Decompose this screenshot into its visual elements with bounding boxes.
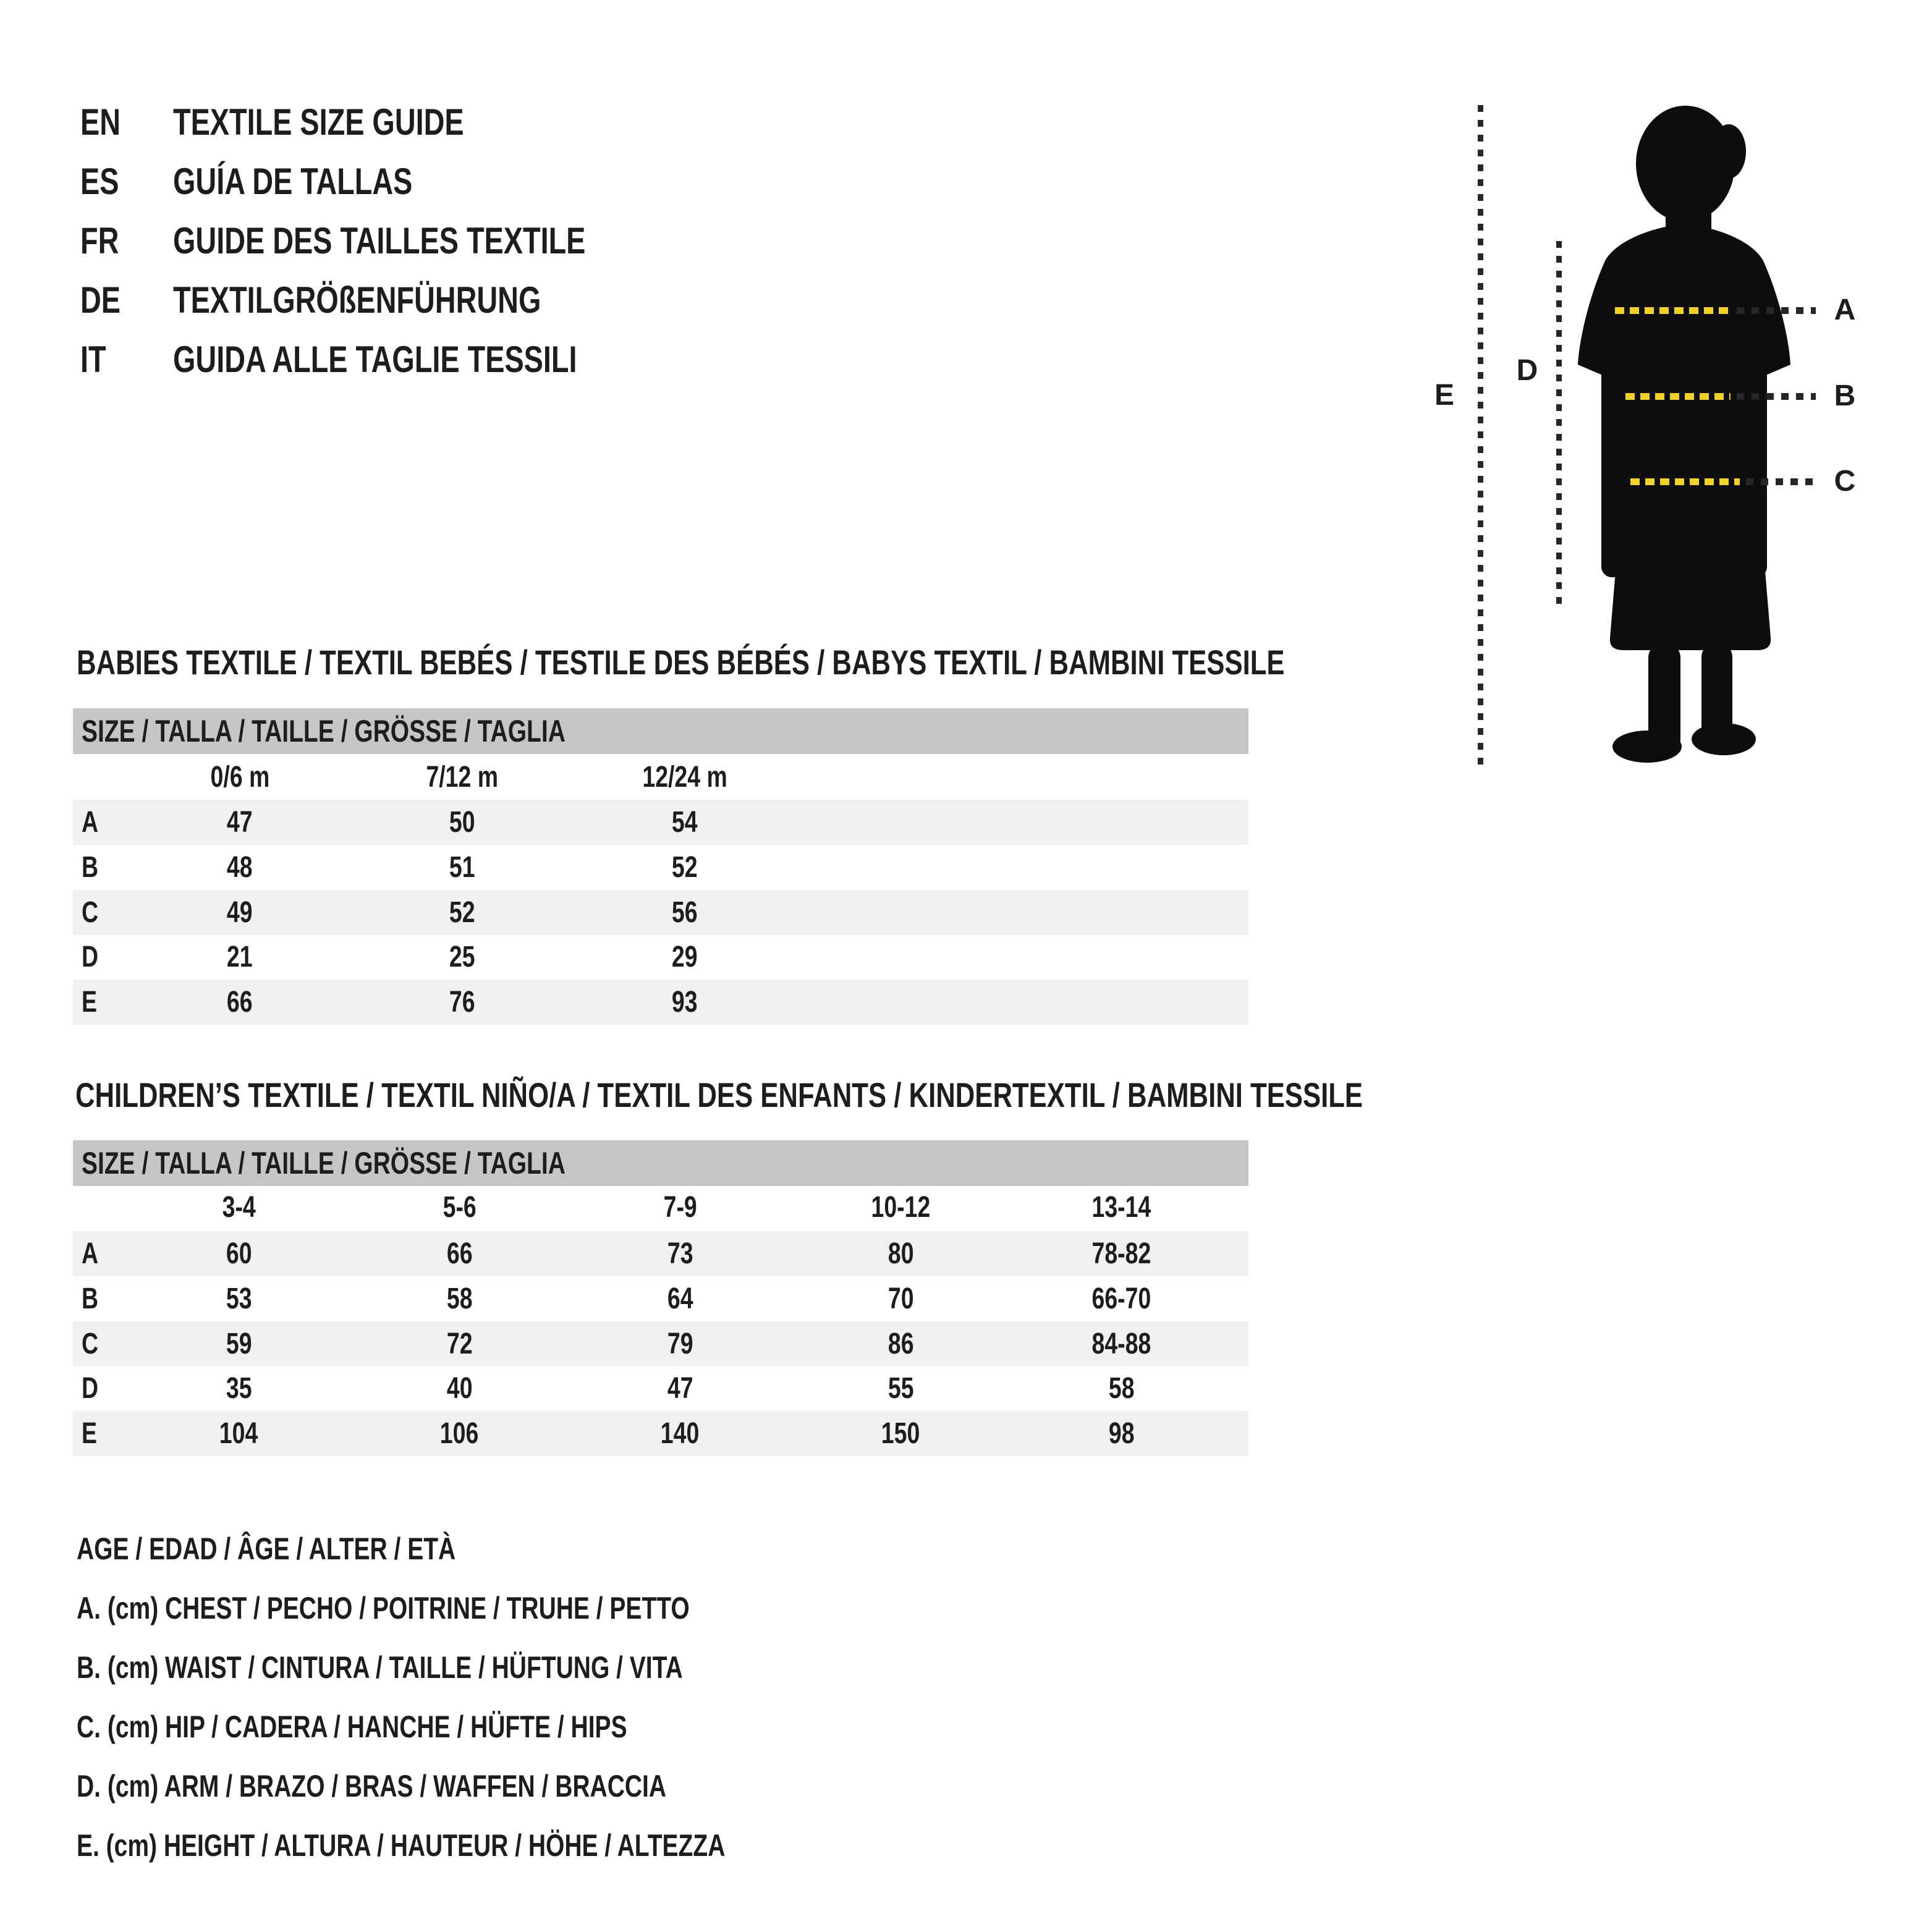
table-cell: 47 <box>227 806 253 839</box>
children-col-3: 10-12 <box>871 1190 931 1224</box>
table-cell: 52 <box>449 896 475 929</box>
lang-row-de <box>80 270 702 329</box>
lang-row-it <box>80 329 702 389</box>
table-cell: 70 <box>888 1282 914 1315</box>
legend-age: AGE / EDAD / ÂGE / ALTER / ETÀ <box>77 1532 456 1566</box>
lang-title-de: TEXTILGRÖßENFÜHRUNG <box>173 279 541 321</box>
table-cell: 35 <box>226 1372 252 1405</box>
lang-title-es: GUÍA DE TALLAS <box>173 160 413 202</box>
row-label: C <box>82 1328 99 1360</box>
chest-measure-line-dark <box>1737 307 1816 314</box>
babies-col-2: 12/24 m <box>642 760 727 794</box>
table-cell: 53 <box>226 1282 252 1315</box>
babies-row-A <box>73 800 1248 845</box>
row-label: D <box>82 941 99 973</box>
lang-code-de: DE <box>80 279 121 321</box>
lang-code-it: IT <box>80 338 106 380</box>
table-cell: 78-82 <box>1091 1237 1151 1270</box>
legend-waist: B. (cm) WAIST / CINTURA / TAILLE / HÜFTUNG / VITA <box>77 1650 683 1685</box>
lang-row-fr <box>80 211 702 270</box>
table-cell: 73 <box>667 1237 693 1270</box>
table-cell: 66 <box>446 1237 473 1270</box>
measurement-legend <box>77 1519 908 1875</box>
children-row-C <box>73 1321 1248 1366</box>
table-cell: 60 <box>226 1237 252 1270</box>
babies-col-1: 7/12 m <box>426 760 499 794</box>
row-label: A <box>82 1237 99 1270</box>
babies-size-bar: SIZE / TALLA / TAILLE / GRÖSSE / TAGLIA <box>73 708 1248 754</box>
lang-code-es: ES <box>80 160 119 202</box>
table-cell: 50 <box>449 806 475 839</box>
table-cell: 72 <box>446 1328 473 1360</box>
arm-measure-line-D <box>1556 241 1562 609</box>
measure-label-D: D <box>1516 354 1538 387</box>
table-cell: 48 <box>227 851 253 884</box>
table-cell: 54 <box>672 806 698 839</box>
table-cell: 98 <box>1108 1417 1135 1450</box>
row-label: B <box>82 1282 99 1315</box>
children-col-4: 13-14 <box>1091 1190 1151 1224</box>
measure-label-E: E <box>1434 379 1454 412</box>
measurement-figure <box>1409 93 1932 803</box>
table-cell: 25 <box>449 941 475 973</box>
babies-column-header-row <box>73 755 1248 799</box>
table-cell: 66 <box>227 986 253 1019</box>
table-cell: 49 <box>227 896 253 929</box>
table-cell: 29 <box>672 941 698 973</box>
row-label: E <box>82 986 97 1019</box>
table-cell: 79 <box>667 1328 693 1360</box>
babies-section-heading: BABIES TEXTILE / TEXTIL BEBÉS / TESTILE DES BÉBÉS / BABYS TEXTIL / BAMBINI TESSILE <box>77 643 1285 682</box>
table-cell: 58 <box>446 1282 473 1315</box>
table-cell: 140 <box>661 1417 700 1450</box>
table-cell: 66-70 <box>1091 1282 1151 1315</box>
waist-measure-line-dark <box>1737 393 1816 400</box>
language-title-block <box>80 92 702 389</box>
lang-code-fr: FR <box>80 219 119 261</box>
lang-code-en: EN <box>80 101 121 143</box>
children-row-E <box>73 1411 1248 1456</box>
babies-row-B <box>73 845 1248 890</box>
chest-measure-line-yellow <box>1615 307 1731 314</box>
table-cell: 104 <box>219 1417 258 1450</box>
hip-measure-line-yellow <box>1630 478 1740 485</box>
legend-height: E. (cm) HEIGHT / ALTURA / HAUTEUR / HÖHE / ALTEZZA <box>77 1828 726 1863</box>
row-label: D <box>82 1372 99 1405</box>
babies-row-E <box>73 980 1248 1025</box>
legend-arm: D. (cm) ARM / BRAZO / BRAS / WAFFEN / BRACCIA <box>77 1769 667 1803</box>
table-cell: 47 <box>667 1372 693 1405</box>
children-col-2: 7-9 <box>663 1190 697 1224</box>
table-cell: 86 <box>888 1328 914 1360</box>
children-col-0: 3-4 <box>222 1190 256 1224</box>
children-column-header-row <box>73 1185 1248 1229</box>
lang-row-en <box>80 92 702 151</box>
babies-row-C <box>73 890 1248 935</box>
row-label: C <box>82 896 99 929</box>
table-cell: 76 <box>449 986 475 1019</box>
table-cell: 51 <box>449 851 475 884</box>
table-cell: 40 <box>446 1372 473 1405</box>
row-label: A <box>82 806 99 839</box>
children-col-1: 5-6 <box>443 1190 477 1224</box>
table-cell: 93 <box>672 986 698 1019</box>
table-cell: 58 <box>1108 1372 1135 1405</box>
lang-title-en: TEXTILE SIZE GUIDE <box>173 101 464 143</box>
children-row-B <box>73 1276 1248 1321</box>
babies-col-0: 0/6 m <box>210 760 269 794</box>
children-row-D <box>73 1366 1248 1411</box>
table-cell: 21 <box>227 941 253 973</box>
lang-title-it: GUIDA ALLE TAGLIE TESSILI <box>173 338 577 380</box>
hip-measure-line-dark <box>1746 478 1816 485</box>
table-cell: 64 <box>667 1282 693 1315</box>
table-cell: 84-88 <box>1091 1328 1151 1360</box>
row-label: B <box>82 851 99 884</box>
row-label: E <box>82 1417 97 1450</box>
waist-measure-line-yellow <box>1625 393 1731 400</box>
measure-label-A: A <box>1834 294 1856 326</box>
measure-label-B: B <box>1834 379 1856 412</box>
table-cell: 106 <box>440 1417 479 1450</box>
measure-label-C: C <box>1834 465 1856 498</box>
table-cell: 52 <box>672 851 698 884</box>
children-section-heading: CHILDREN’S TEXTILE / TEXTIL NIÑO/A / TEXTIL DES ENFANTS / KINDERTEXTIL / BAMBINI TESSILE <box>75 1075 1363 1114</box>
babies-row-D <box>73 934 1248 980</box>
table-cell: 150 <box>881 1417 920 1450</box>
lang-title-fr: GUIDE DES TAILLES TEXTILE <box>173 219 586 261</box>
table-cell: 55 <box>888 1372 914 1405</box>
legend-chest: A. (cm) CHEST / PECHO / POITRINE / TRUHE / PETTO <box>77 1591 690 1625</box>
table-cell: 59 <box>226 1328 252 1360</box>
legend-hip: C. (cm) HIP / CADERA / HANCHE / HÜFTE / HIPS <box>77 1710 627 1744</box>
children-row-A <box>73 1231 1248 1276</box>
table-cell: 80 <box>888 1237 914 1270</box>
children-size-bar: SIZE / TALLA / TAILLE / GRÖSSE / TAGLIA <box>73 1140 1248 1186</box>
table-cell: 56 <box>672 896 698 929</box>
lang-row-es <box>80 151 702 211</box>
